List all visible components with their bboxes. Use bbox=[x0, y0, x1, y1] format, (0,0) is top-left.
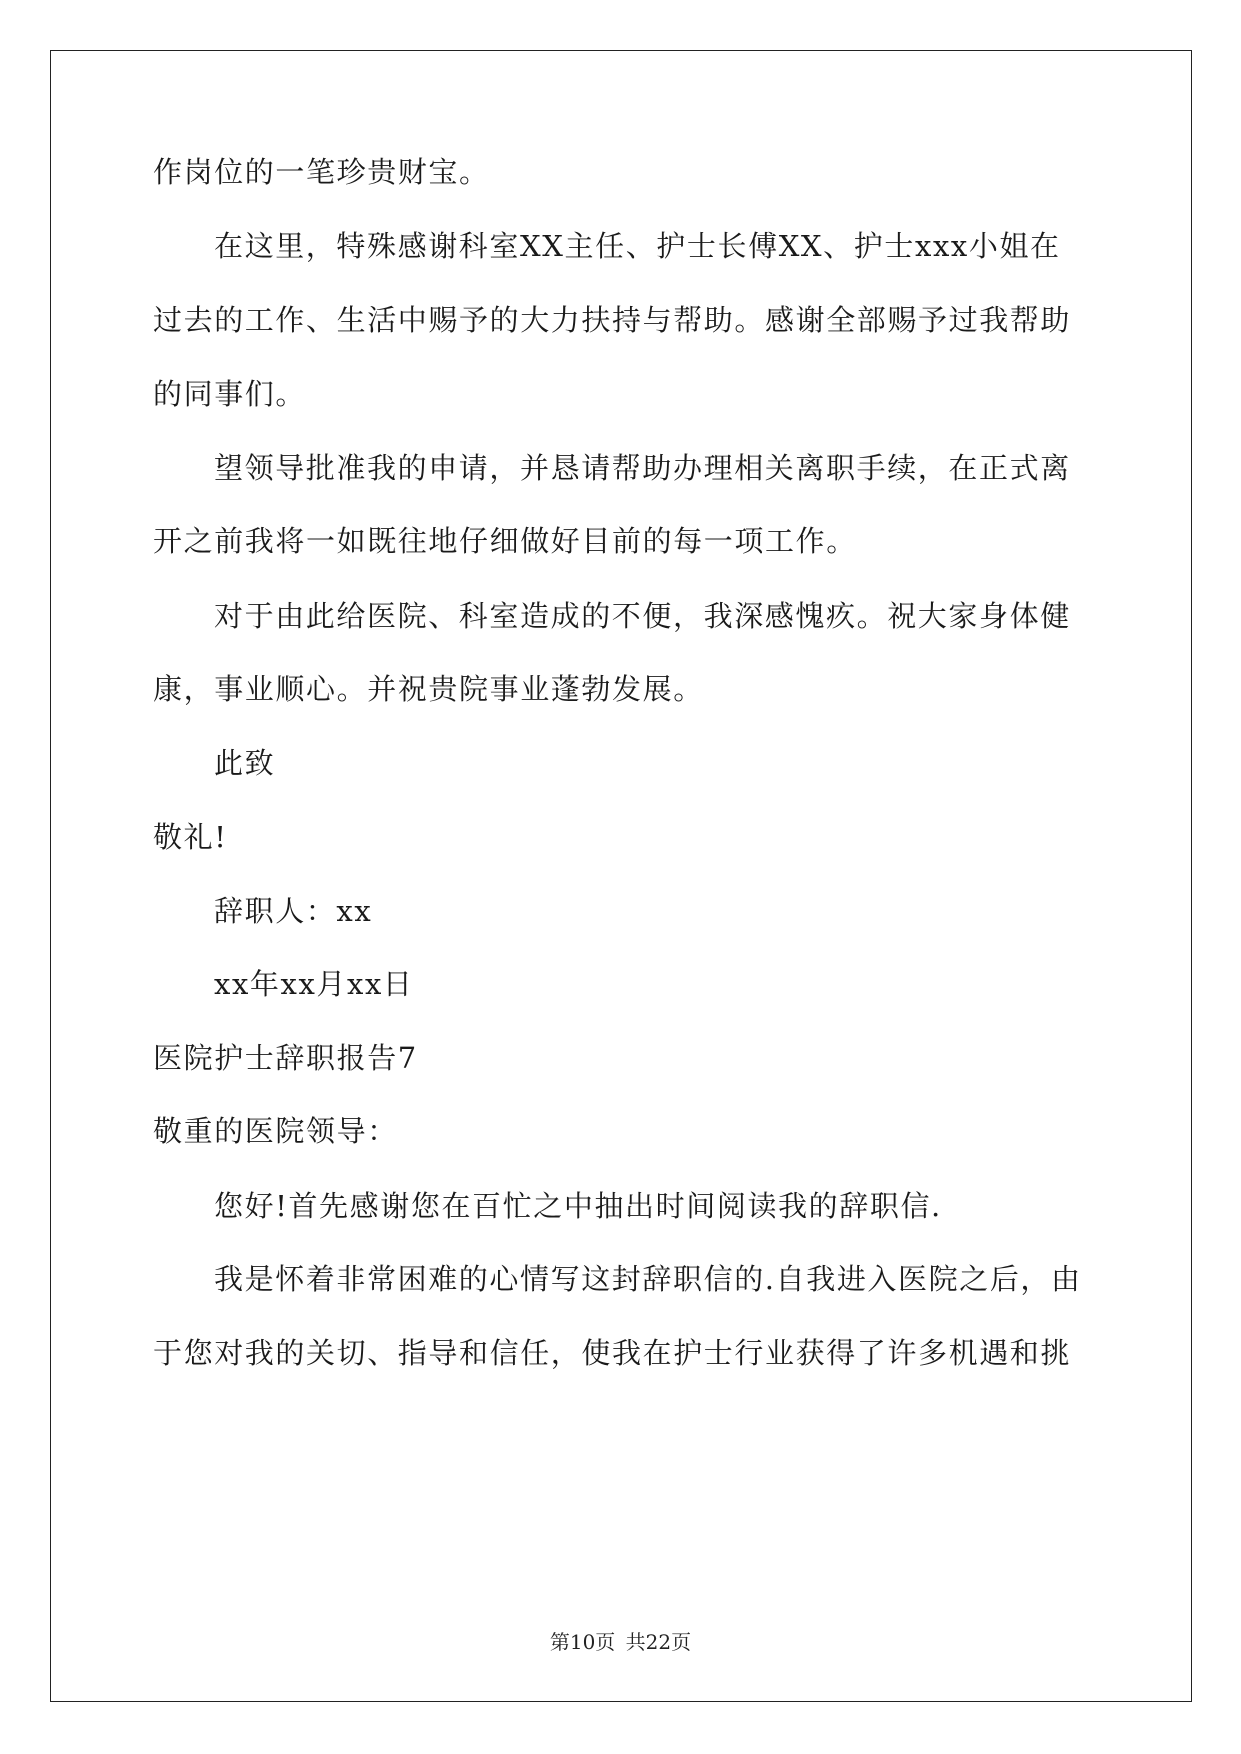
page-footer bbox=[0, 1628, 1241, 1656]
text-line-2: 在这里，特殊感谢科室XX主任、护士长傅XX、护士xxx小姐在 bbox=[214, 229, 1061, 263]
text-line-13: 医院护士辞职报告7 bbox=[153, 1041, 418, 1075]
text-line-14: 敬重的医院领导： bbox=[153, 1114, 398, 1148]
text-line-9: 此致 bbox=[214, 746, 276, 780]
text-line-7: 对于由此给医院、科室造成的不便，我深感愧疚。祝大家身体健 bbox=[214, 599, 1071, 633]
page-number: 第10页 bbox=[549, 1630, 616, 1654]
page-total: 共22页 bbox=[625, 1630, 692, 1654]
text-line-8: 康，事业顺心。并祝贵院事业蓬勃发展。 bbox=[153, 672, 704, 706]
text-line-12: xx年xx月xx日 bbox=[214, 967, 414, 1001]
text-line-17: 于您对我的关切、指导和信任，使我在护士行业获得了许多机遇和挑 bbox=[153, 1336, 1072, 1370]
text-line-5: 望领导批准我的申请，并恳请帮助办理相关离职手续，在正式离 bbox=[214, 451, 1071, 485]
text-line-4: 的同事们。 bbox=[153, 377, 307, 411]
text-line-6: 开之前我将一如既往地仔细做好目前的每一项工作。 bbox=[153, 524, 857, 558]
text-line-11: 辞职人：xx bbox=[214, 894, 373, 928]
text-line-16: 我是怀着非常困难的心情写这封辞职信的.自我进入医院之后，由 bbox=[214, 1262, 1082, 1296]
text-line-10: 敬礼! bbox=[153, 820, 228, 854]
text-line-1: 作岗位的一笔珍贵财宝。 bbox=[153, 155, 490, 189]
text-line-15: 您好!首先感谢您在百忙之中抽出时间阅读我的辞职信. bbox=[214, 1189, 942, 1223]
page-border bbox=[50, 50, 1192, 1702]
text-line-3: 过去的工作、生活中赐予的大力扶持与帮助。感谢全部赐予过我帮助 bbox=[153, 303, 1072, 337]
